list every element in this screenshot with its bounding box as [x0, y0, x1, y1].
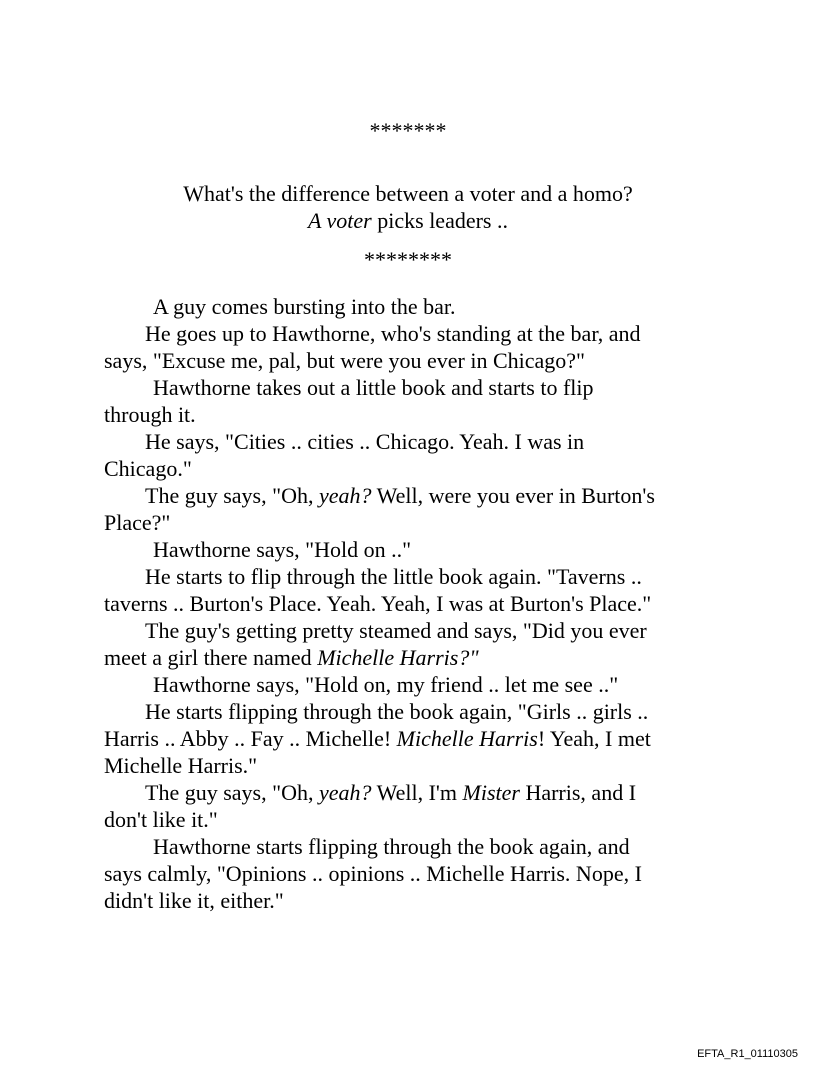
story-line-20: don't like it."	[104, 807, 218, 832]
story-line-7: Chicago."	[104, 456, 192, 481]
story-line-17-italic: Michelle Harris	[396, 726, 538, 751]
story-line-6: He says, "Cities .. cities .. Chicago. Yeah. I was in	[145, 429, 585, 454]
story-line-22: says calmly, "Opinions .. opinions .. Michelle Harris. Nope, I	[104, 861, 642, 886]
divider-top: *******	[369, 118, 447, 143]
story-line-8	[145, 482, 655, 509]
story-line-14-italic: Michelle Harris?"	[317, 645, 479, 670]
story-line-10: Hawthorne says, "Hold on .."	[153, 537, 412, 562]
story-line-19-italic-1: yeah?	[318, 780, 372, 805]
joke-answer-rest: picks leaders ..	[371, 208, 508, 233]
story-line-5: through it.	[104, 402, 196, 427]
story-line-11: He starts to flip through the little book again. "Taverns ..	[145, 564, 642, 589]
joke-answer-italic: A voter	[308, 208, 372, 233]
story-line-23: didn't like it, either."	[104, 888, 284, 913]
story-line-19-part-e: Harris, and I	[519, 780, 637, 805]
joke-question: What's the difference between a voter and a homo?	[183, 181, 633, 206]
story-line-17-part-c: ! Yeah, I met	[537, 726, 651, 751]
joke-answer	[0, 207, 816, 234]
story-line-12: taverns .. Burton's Place. Yeah. Yeah, I was at Burton's Place."	[104, 591, 652, 616]
story-line-8-italic: yeah?	[318, 483, 372, 508]
story-line-17	[104, 725, 651, 752]
story-line-14-part-a: meet a girl there named	[104, 645, 318, 670]
story-line-17-part-a: Harris .. Abby .. Fay .. Michelle!	[104, 726, 397, 751]
story-line-13: The guy's getting pretty steamed and says, "Did you ever	[145, 618, 647, 643]
story-line-19-part-c: Well, I'm	[371, 780, 463, 805]
story-line-4: Hawthorne takes out a little book and starts to flip	[153, 375, 594, 400]
story-line-19-part-a: The guy says, "Oh,	[145, 780, 319, 805]
story-line-18: Michelle Harris."	[104, 753, 258, 778]
story-line-9: Place?"	[104, 510, 171, 535]
story-line-2: He goes up to Hawthorne, who's standing at the bar, and	[145, 321, 641, 346]
divider-mid: ********	[364, 247, 452, 272]
story-line-14	[104, 644, 479, 671]
document-id-footer: EFTA_R1_01110305	[697, 1048, 798, 1060]
story-line-8-part-a: The guy says, "Oh,	[145, 483, 319, 508]
story-line-3: says, "Excuse me, pal, but were you ever in Chicago?"	[104, 348, 586, 373]
story-line-16: He starts flipping through the book again, "Girls .. girls ..	[145, 699, 649, 724]
story-line-1: A guy comes bursting into the bar.	[153, 294, 456, 319]
story-line-21: Hawthorne starts flipping through the book again, and	[153, 834, 630, 859]
story-line-8-part-c: Well, were you ever in Burton's	[371, 483, 655, 508]
story-line-19	[145, 779, 636, 806]
story-line-19-italic-2: Mister	[462, 780, 520, 805]
story-line-15: Hawthorne says, "Hold on, my friend .. let me see .."	[153, 672, 619, 697]
